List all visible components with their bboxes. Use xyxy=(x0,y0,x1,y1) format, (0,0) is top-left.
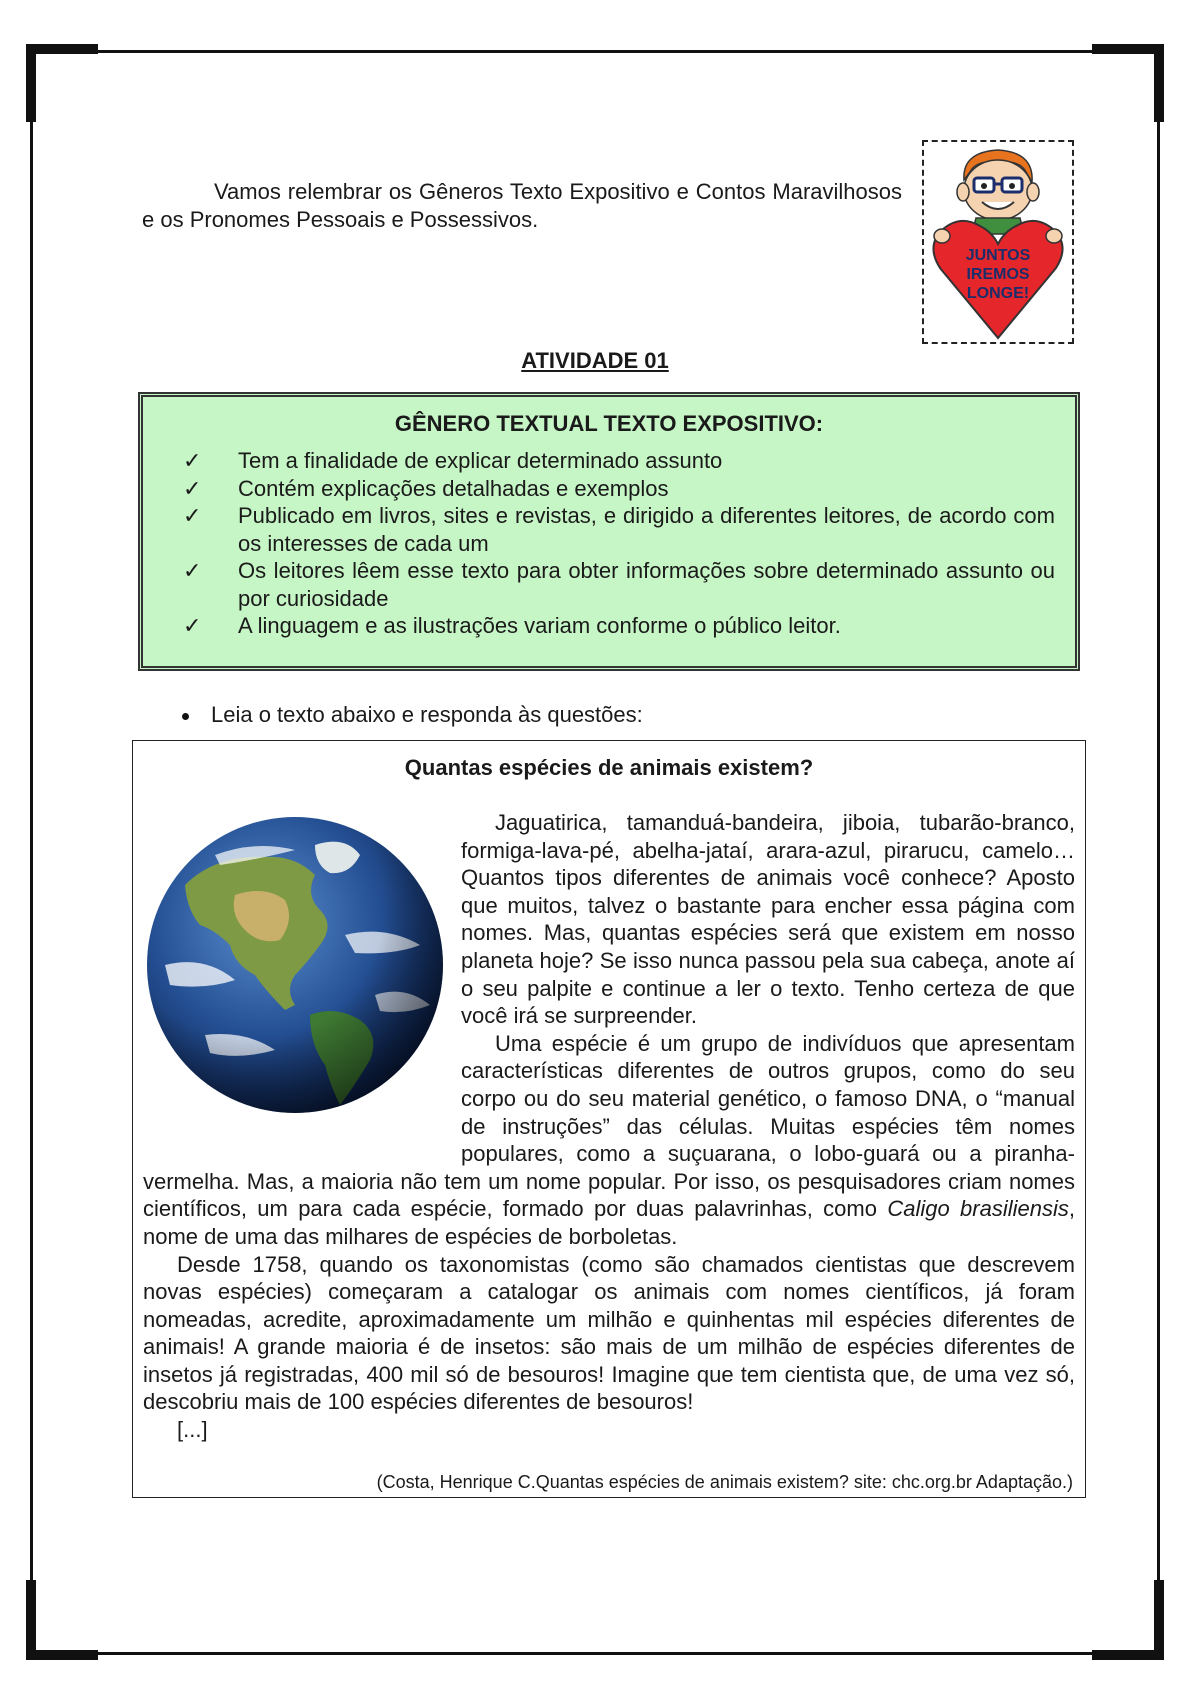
reading-text-box xyxy=(132,740,1086,1498)
article-paragraph-3 xyxy=(143,1251,1075,1417)
activity-title: ATIVIDADE 01 xyxy=(521,348,669,373)
list-item-text: A linguagem e as ilustrações variam conforme o público leitor. xyxy=(238,613,841,638)
source-citation: (Costa, Henrique C.Quantas espécies de animais existem? site: chc.org.br Adaptação.) xyxy=(376,1472,1073,1492)
checkmark-icon: ✓ xyxy=(183,475,202,501)
frame-corner-bottom-right-vertical xyxy=(1154,1580,1164,1660)
frame-corner-top-right-vertical xyxy=(1154,44,1164,122)
ellipsis: [...] xyxy=(177,1417,208,1443)
paragraph-2-text-end: , nome de uma das milhares de espécies de borboletas. xyxy=(143,1196,1075,1249)
checkmark-icon: ✓ xyxy=(183,613,202,638)
mascot-illustration xyxy=(922,140,1074,344)
genre-feature-list xyxy=(143,447,1075,640)
list-item xyxy=(143,447,1075,475)
heart-text-line-3: LONGE! xyxy=(966,285,1030,302)
genre-summary-box xyxy=(138,392,1080,671)
frame-corner-top-left-vertical xyxy=(26,44,36,122)
scientific-name: Caligo brasiliensis xyxy=(887,1196,1069,1222)
paragraph-2-text-start: Uma espécie é um grupo de indivíduos que apresentam características diferentes de outros grupos, como do seu corpo ou do seu material genético, o famoso DNA, o “manual de instruções” das células. Muitas espécies têm nomes populares, como a suçuarana, o lobo-guará ou a piranha-vermelha. Mas, a maioria não tem um nome popular. Por isso, os pesquisadores criam nomes científicos, um para cada espécie, formado por duas palavrinhas, como xyxy=(143,1030,1075,1222)
checkmark-icon: ✓ xyxy=(183,503,202,528)
intro-paragraph xyxy=(142,178,902,234)
list-item-text: Os leitores lêem esse texto para obter informações sobre determinado assunto ou por curiosidade xyxy=(238,558,1055,611)
list-item-text: Publicado em livros, sites e revistas, e dirigido a diferentes leitores, de acordo com os interesses de cada um xyxy=(238,503,1055,556)
instruction-text: Leia o texto abaixo e responda às questões: xyxy=(211,702,643,727)
list-item-text: Tem a finalidade de explicar determinado assunto xyxy=(238,448,723,473)
mascot-drawing xyxy=(924,142,1072,342)
intro-text: Vamos relembrar os Gêneros Texto Expositivo e Contos Maravilhosos e os Pronomes Pessoais e Possessivos. xyxy=(142,179,902,232)
frame-corner-top-left xyxy=(26,44,98,54)
frame-corner-bottom-left-vertical xyxy=(26,1580,36,1660)
article-body xyxy=(143,809,1075,1444)
heart-text-line-2: IREMOS xyxy=(966,266,1030,283)
image-float-spacer xyxy=(143,809,461,1161)
list-item xyxy=(143,475,1075,503)
bullet-icon xyxy=(182,713,189,720)
paragraph-3-text: Desde 1758, quando os taxonomistas (como são chamados cientistas que descrevem novas espécies) começaram a catalogar os animais com nomes científicos, já foram nomeadas, acredite, aproximadamente um milhão e quinhentas mil espécies diferentes de animais! A grande maioria é de insetos: são mais de um milhão de espécies diferentes de insetos já registradas, 400 mil só de besouros! Imagine que tem cientista que, de uma vez só, descobriu mais de 100 espécies diferentes de besouros! xyxy=(143,1251,1075,1415)
list-item xyxy=(143,502,1075,557)
frame-corner-bottom-left xyxy=(26,1650,98,1660)
list-item xyxy=(143,557,1075,612)
checkmark-icon: ✓ xyxy=(183,448,202,473)
checkmark-icon: ✓ xyxy=(183,558,202,583)
paragraph-1-text: Jaguatirica, tamanduá-bandeira, jiboia, tubarão-branco, formiga-lava-pé, abelha-jataí, arara-azul, pirarucu, camelo… Quantos tipos diferentes de animais você conhece? Aposto que muitos, talvez o bastante para encher essa página com nomes. Mas, quantas espécies será que existem em nosso planeta hoje? Se isso nunca passou pela sua cabeça, anote aí o seu palpite e continue a ler o texto. Tenho certeza de que você irá se surpreender. xyxy=(461,810,1075,1029)
reading-instruction xyxy=(182,702,643,728)
list-item xyxy=(143,612,1075,640)
reading-title: Quantas espécies de animais existem? xyxy=(404,755,814,780)
genre-box-title: GÊNERO TEXTUAL TEXTO EXPOSITIVO: xyxy=(394,411,824,436)
list-item-text: Contém explicações detalhadas e exemplos xyxy=(238,475,669,501)
heart-text-line-1: JUNTOS xyxy=(965,247,1031,264)
